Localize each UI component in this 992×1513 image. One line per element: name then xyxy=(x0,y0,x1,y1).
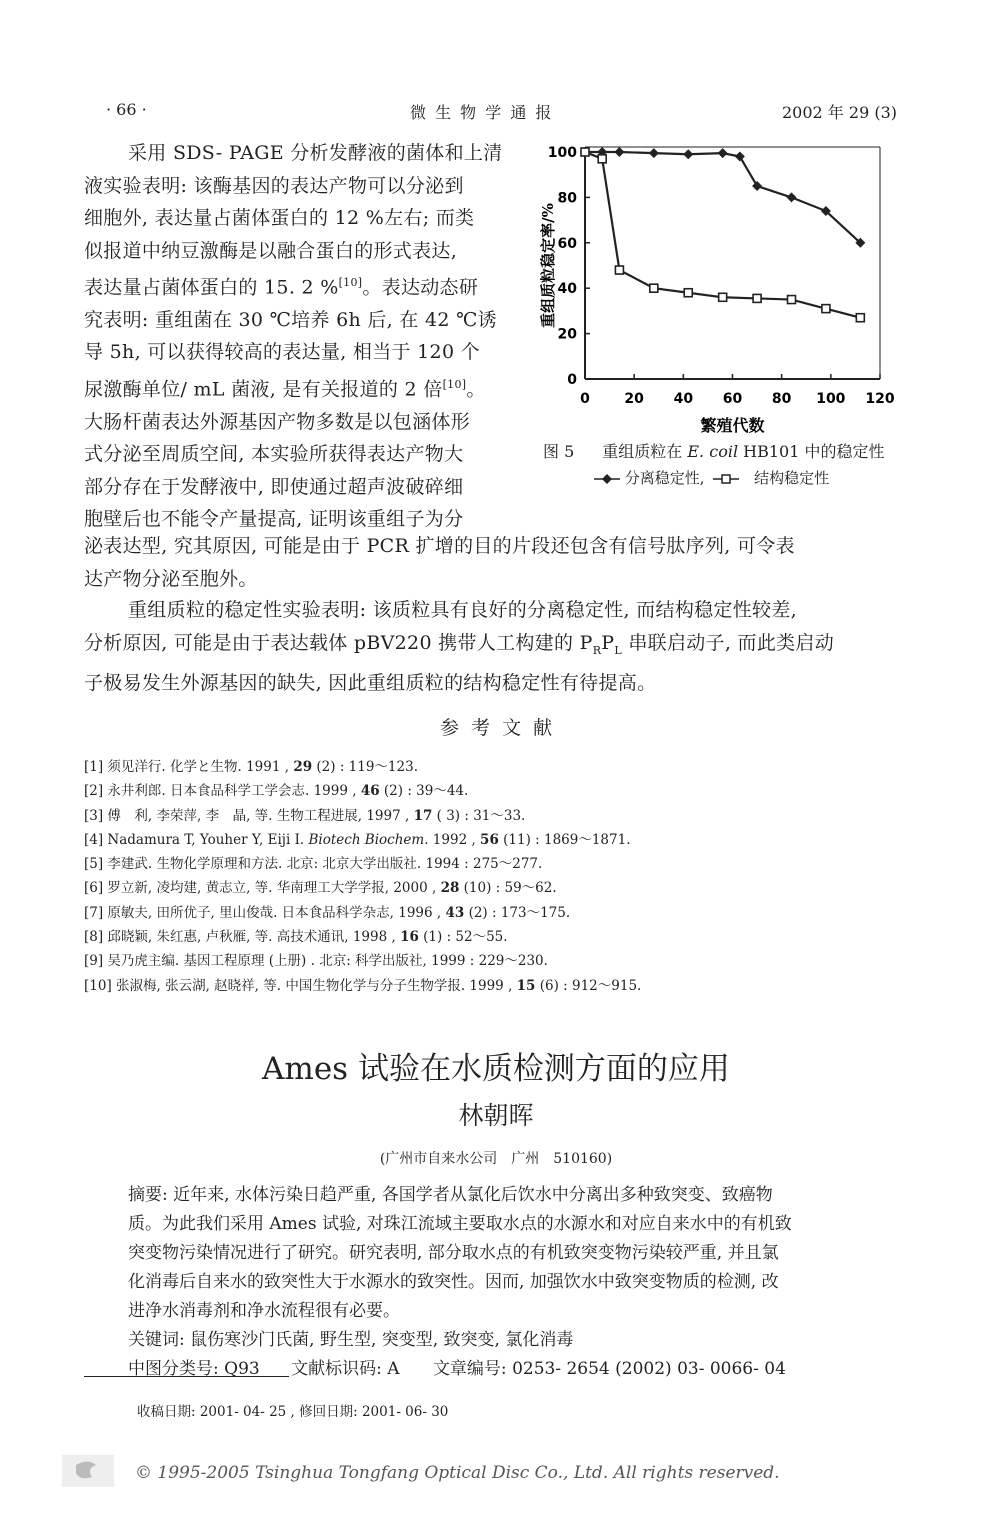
text-span: 。 xyxy=(466,378,486,401)
data-point-square xyxy=(598,155,606,163)
data-point-square xyxy=(615,266,623,274)
ref-volume: 43 xyxy=(445,904,465,921)
ref-text: [8] 邱晓颖, 朱红惠, 卢秋雁, 等. 高技术通讯, 1998 , xyxy=(84,929,401,946)
footnote-rule xyxy=(84,1376,289,1377)
text-span: 表达量占菌体蛋白的 15. 2 % xyxy=(84,276,339,299)
text-line: 达产物分泌至胞外。 xyxy=(84,567,258,590)
ref-text: (2) : 39～44. xyxy=(379,783,469,800)
text-line: 究表明: 重组菌在 30 ℃培养 6h 后, 在 42 ℃诱 xyxy=(84,308,497,331)
ref-journal: Biotech Biochem. xyxy=(308,831,429,848)
text-line: 大肠杆菌表达外源基因产物多数是以包涵体形 xyxy=(84,410,471,433)
text-line: 胞壁后也不能令产量提高, 证明该重组子为分 xyxy=(84,508,464,531)
ref-text: ( 3) : 31～33. xyxy=(432,807,526,824)
y-axis-label: 重组质粒稳定率/% xyxy=(539,203,557,328)
stability-chart xyxy=(535,135,895,435)
text-span: 。表达动态研 xyxy=(362,276,479,299)
x-tick-label: 80 xyxy=(771,391,792,407)
data-point-square xyxy=(856,314,864,322)
abstract-line: 化消毒后自来水的致突性大于水源水的致突性。因而, 加强饮水中致突变物质的检测, 改 xyxy=(128,1272,779,1292)
legend-label-structure: 结构稳定性 xyxy=(754,469,830,487)
ref-text: [7] 原敏夫, 田所优子, 里山俊哉. 日本食品科学杂志, 1996 , xyxy=(84,904,446,921)
doc-code: 文献标识码: A xyxy=(291,1359,400,1379)
ref-volume: 17 xyxy=(413,807,433,824)
ref-text: [4] Nadamura T, Youher Y, Eiji I. xyxy=(84,831,309,848)
square-marker-icon xyxy=(713,472,739,486)
x-tick-label: 20 xyxy=(624,391,644,407)
reference-item xyxy=(84,974,641,998)
abstract-line: 突变物污染情况进行了研究。研究表明, 部分取水点的有机致突变物污染较严重, 并且氯 xyxy=(128,1243,779,1263)
text-line: 细胞外, 表达量占菌体蛋白的 12 %左右; 而类 xyxy=(84,207,475,229)
ref-volume: 16 xyxy=(400,929,419,946)
data-point-square xyxy=(788,296,796,304)
data-point-diamond xyxy=(752,181,762,191)
ref-text: (6) : 912～915. xyxy=(535,977,642,994)
data-point-square xyxy=(822,305,830,313)
text-line xyxy=(84,369,529,406)
text-line: 采用 SDS- PAGE 分析发酵液的菌体和上清 xyxy=(128,142,503,164)
text-span: 分析原因, 可能是由于表达载体 pBV220 携带人工构建的 P xyxy=(84,631,593,654)
reference-list xyxy=(84,755,641,998)
reference-item xyxy=(84,949,641,973)
x-tick-label: 120 xyxy=(865,391,895,407)
data-point-square xyxy=(719,293,727,301)
legend-label-separation: 分离稳定性, xyxy=(624,469,705,487)
series-line-1 xyxy=(585,152,860,243)
y-tick-label: 40 xyxy=(557,281,577,298)
diamond-marker-icon xyxy=(594,472,620,486)
body-paragraph-2 xyxy=(84,594,914,699)
x-tick-label: 0 xyxy=(580,391,590,407)
text-line: 泌表达型, 究其原因, 可能是由于 PCR 扩增的目的片段还包含有信号肽序列, 可令表 xyxy=(84,535,795,557)
citation: [10] xyxy=(338,276,363,289)
clc-number: 中图分类号: Q93 xyxy=(128,1359,260,1379)
reference-item xyxy=(84,828,641,852)
ref-text: (11) : 1869～1871. xyxy=(498,831,631,848)
figure-label: 图 5 xyxy=(543,442,575,461)
text-line: 重组质粒的稳定性实验表明: 该质粒具有良好的分离稳定性, 而结构稳定性较差, xyxy=(128,599,797,621)
data-point-diamond xyxy=(649,148,659,158)
caption-species: E. coil xyxy=(687,442,739,461)
text-line xyxy=(84,627,914,667)
reference-item xyxy=(84,779,641,803)
references-heading: 参 考 文 献 xyxy=(440,717,556,739)
data-point-diamond xyxy=(787,192,797,202)
x-axis-label: 繁殖代数 xyxy=(700,416,765,435)
article-number: 文章编号: 0253- 2654 (2002) 03- 0066- 04 xyxy=(432,1359,786,1379)
copyright-notice: © 1995-2005 Tsinghua Tongfang Optical Disc Co., Ltd. All rights reserved. xyxy=(135,1463,780,1483)
y-tick-label: 0 xyxy=(567,372,577,388)
ref-volume: 15 xyxy=(516,977,536,994)
received-dates: 收稿日期: 2001- 04- 25 , 修回日期: 2001- 06- 30 xyxy=(137,1404,449,1420)
caption-text: 重组质粒在 xyxy=(602,442,688,461)
y-tick-label: 100 xyxy=(547,145,577,161)
classification-row xyxy=(128,1355,873,1384)
data-point-diamond xyxy=(718,148,728,158)
reference-item xyxy=(84,925,641,949)
keywords: 关键词: 鼠伤寒沙门氏菌, 野生型, 突变型, 致突变, 氯化消毒 xyxy=(128,1330,574,1350)
text-line: 子极易发生外源基因的缺失, 因此重组质粒的结构稳定性有待提高。 xyxy=(84,671,657,694)
ref-text: [6] 罗立新, 凌均建, 黄志立, 等. 华南理工大学学报, 2000 , xyxy=(84,880,441,897)
text-line: 部分存在于发酵液中, 即使通过超声波破碎细 xyxy=(84,475,464,498)
abstract xyxy=(128,1181,873,1384)
ref-volume: 46 xyxy=(360,783,380,800)
text-line xyxy=(84,267,529,304)
text-line: 式分泌至周质空间, 本实验所获得表达产物大 xyxy=(84,443,464,466)
text-span: 尿激酶单位/ mL 菌液, 是有关报道的 2 倍 xyxy=(84,378,443,401)
body-paragraph-1 xyxy=(84,137,529,536)
text-line: 液实验表明: 该酶基因的表达产物可以分泌到 xyxy=(84,174,464,197)
ref-text: [5] 李建武. 生物化学原理和方法. 北京: 北京大学出版社. 1994 : 275～277. xyxy=(84,856,543,873)
x-tick-label: 40 xyxy=(673,391,694,407)
reference-item xyxy=(84,901,641,925)
journal-issue: 2002 年 29 (3) xyxy=(782,103,898,122)
chart-plot xyxy=(539,145,895,435)
y-tick-label: 20 xyxy=(557,326,577,343)
page-number: · 66 · xyxy=(106,100,147,119)
ref-volume: 28 xyxy=(440,880,460,897)
ref-text: [3] 傅 利, 李荣萍, 李 晶, 等. 生物工程进展, 1997 , xyxy=(84,807,414,824)
x-tick-label: 100 xyxy=(816,391,846,407)
ref-text: 1992 , xyxy=(428,831,481,848)
reference-item xyxy=(84,876,641,900)
subscript: R xyxy=(592,643,602,657)
body-paragraph-1-continued xyxy=(84,530,914,595)
article-affiliation: (广州市自来水公司 广州 510160) xyxy=(379,1151,613,1167)
text-span: 串联启动子, 而此类启动 xyxy=(622,631,835,654)
ref-text: (2) : 119～123. xyxy=(312,759,418,775)
text-span: P xyxy=(601,631,615,654)
x-tick-label: 60 xyxy=(722,391,743,407)
abstract-line: 进净水消毒剂和净水流程很有必要。 xyxy=(128,1301,400,1321)
figure-caption xyxy=(543,439,885,462)
subscript: L xyxy=(614,643,622,657)
text-line: 似报道中纳豆激酶是以融合蛋白的形式表达, xyxy=(84,239,458,262)
ref-text: (1) : 52～55. xyxy=(418,929,508,946)
data-point-square xyxy=(581,148,589,156)
y-tick-label: 60 xyxy=(557,235,577,252)
ref-volume: 29 xyxy=(293,759,313,775)
ref-text: [9] 吴乃虎主编. 基因工程原理 (上册) . 北京: 科学出版社, 1999 : 229～230. xyxy=(84,953,548,970)
ref-text: (10) : 59～62. xyxy=(459,880,557,897)
data-point-diamond xyxy=(735,152,745,162)
data-point-square xyxy=(650,284,658,292)
ref-text: [10] 张淑梅, 张云湖, 赵晓祥, 等. 中国生物化学与分子生物学报. 1999 , xyxy=(84,977,517,994)
data-point-square xyxy=(753,294,761,302)
article-author: 林朝晖 xyxy=(458,1101,534,1130)
abstract-line: 摘要: 近年来, 水体污染日趋严重, 各国学者从氯化后饮水中分离出多种致突变、致癌物 xyxy=(128,1185,773,1205)
text-line: 导 5h, 可以获得较高的表达量, 相当于 120 个 xyxy=(84,341,480,364)
reference-item xyxy=(84,852,641,876)
y-tick-label: 80 xyxy=(557,190,577,207)
article-title: Ames 试验在水质检测方面的应用 xyxy=(262,1051,730,1087)
ref-text: [1] 须见洋行. 化学と生物. 1991 , xyxy=(84,759,294,775)
data-point-square xyxy=(684,289,692,297)
ref-text: [2] 永井利郎. 日本食品科学工学会志. 1999 , xyxy=(84,783,361,800)
ref-volume: 56 xyxy=(480,831,499,848)
caption-text: HB101 中的稳定性 xyxy=(738,442,885,461)
data-point-diamond xyxy=(683,149,693,159)
reference-item xyxy=(84,755,641,779)
data-point-diamond xyxy=(614,147,624,157)
ref-text: (2) : 173～175. xyxy=(464,904,571,921)
abstract-line: 质。为此我们采用 Ames 试验, 对珠江流域主要取水点的水源水和对应自来水中的有机致 xyxy=(128,1214,792,1234)
journal-name: 微 生 物 学 通 报 xyxy=(410,103,554,122)
citation: [10] xyxy=(442,377,467,391)
publisher-logo-icon xyxy=(62,1455,114,1487)
figure-legend xyxy=(594,467,829,488)
reference-item xyxy=(84,804,641,828)
